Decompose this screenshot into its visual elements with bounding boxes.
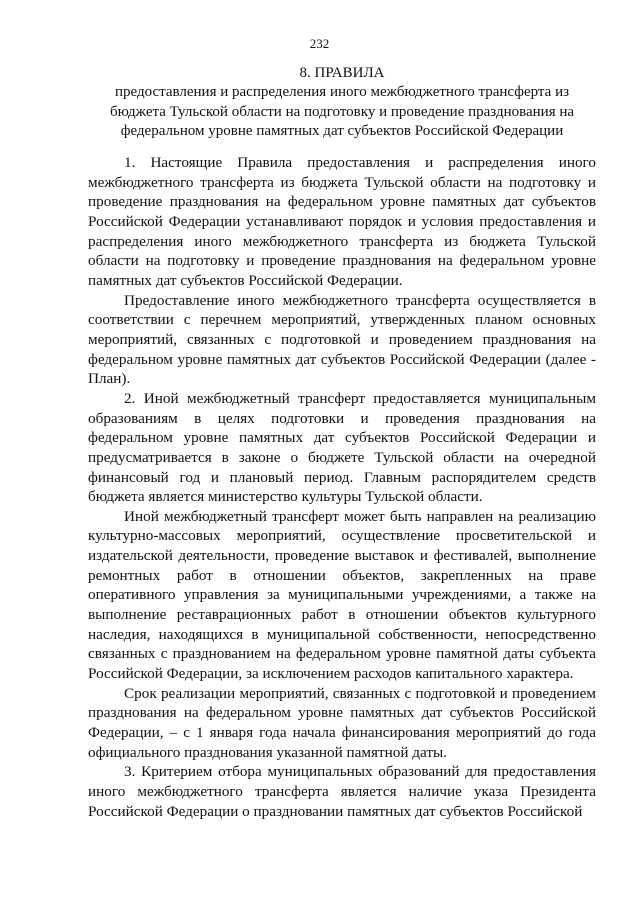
section-heading	[88, 64, 596, 142]
section-title: 8. ПРАВИЛА	[299, 65, 385, 81]
document-body	[88, 153, 596, 821]
paragraph-1: 1. Настоящие Правила предоставления и распределения иного межбюджетного трансферта из бюджета Тульской области на подготовку и проведение празднования на федеральном уровне памятных дат субъектов Российской Федерации устанавливают порядок и условия предоставления и распределения иного межбюджетного трансферта из бюджета Тульской области на подготовку и проведение празднования на федеральном уровне памятных дат субъектов Российской Федерации.	[88, 154, 596, 289]
paragraph-6: 3. Критерием отбора муниципальных образований для предоставления иного межбюджетного трансферта является наличие указа Президента Российской Федерации о праздновании памятных дат субъектов Российской	[88, 763, 596, 820]
paragraph-3: 2. Иной межбюджетный трансферт предоставляется муниципальным образованиям в целях подготовки и проведения празднования на федеральном уровне памятных дат субъектов Российской Федерации и предусматривается в законе о бюджете Тульской области на очередной финансовый год и плановый период. Главным распорядителем средств бюджета является министерство культуры Тульской области.	[88, 389, 596, 506]
paragraph-4: Иной межбюджетный трансферт может быть направлен на реализацию культурно-массовых мероприятий, осуществление просветительской и издательской деятельности, проведение выставок и фестивалей, выполнение ремонтных работ в отношении объектов, закрепленных на праве оперативного управления за муниципальными учреждениями, а также на выполнение реставрационных работ в отношении объектов культурного наследия, находящихся в муниципальной собственности, непосредственно связанных с празднованием на федеральном уровне памятной даты субъекта Российской Федерации, за исключением расходов капитального характера.	[88, 507, 596, 683]
paragraph-5: Срок реализации мероприятий, связанных с подготовкой и проведением празднования на федеральном уровне памятных дат субъектов Российской Федерации, – с 1 января года начала финансирования мероприятий до года официального празднования указанной памятной даты.	[88, 684, 596, 761]
section-subtitle: предоставления и распределения иного межбюджетного трансферта из бюджета Тульской области на подготовку и проведение празднования на федеральном уровне памятных дат субъектов Российской Федерации	[109, 84, 575, 139]
paragraph-2: Предоставление иного межбюджетного трансферта осуществляется в соответствии с перечнем мероприятий, утвержденных планом основных мероприятий, связанных с подготовкой и проведением празднования на федеральном уровне памятных дат субъектов Российской Федерации (далее - План).	[88, 291, 596, 388]
page-number: 232	[309, 36, 330, 51]
